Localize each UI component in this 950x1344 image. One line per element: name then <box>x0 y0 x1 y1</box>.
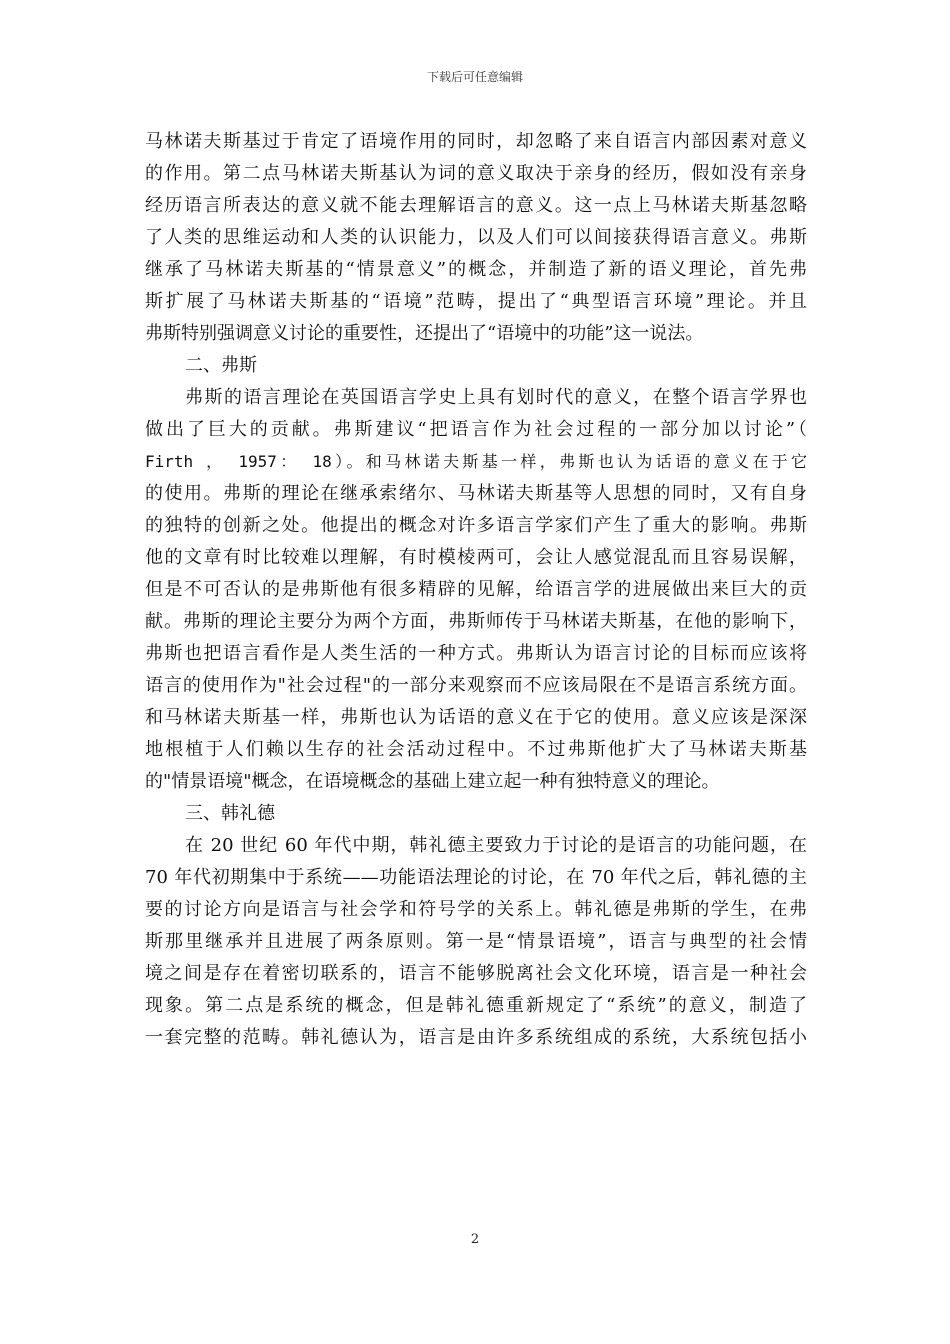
text-line: 了人类的思维运动和人类的认识能力，以及人们可以间接获得语言意义。弗斯 <box>145 227 807 248</box>
text-line: 经历语言所表达的意义就不能去理解语言的意义。这一点上马林诺夫斯基忽略 <box>145 195 807 216</box>
document-body <box>145 126 807 1054</box>
text-line: 弗斯特别强调意义讨论的重要性，还提出了“语境中的功能”这一说法。 <box>145 323 704 344</box>
page-number: 2 <box>470 1232 480 1247</box>
text-line: 现象。第二点是系统的概念，但是韩礼德重新规定了“系统”的意义，制造了 <box>145 995 807 1016</box>
text-line: 做出了巨大的贡献。弗斯建议“把语言作为社会过程的一部分加以讨论”（ <box>145 419 807 440</box>
text-line: 斯扩展了马林诺夫斯基的“语境”范畴，提出了“典型语言环境”理论。并且 <box>145 291 807 312</box>
text-line: 的使用。弗斯的理论在继承索绪尔、马林诺夫斯基等人思想的同时，又有自身 <box>145 483 807 504</box>
text-line: 但是不可否认的是弗斯他有很多精辟的见解，给语言学的进展做出来巨大的贡 <box>145 579 807 600</box>
text-line: 的"情景语境"概念，在语境概念的基础上建立起一种有独特意义的理论。 <box>145 771 720 792</box>
text-line: 马林诺夫斯基过于肯定了语境作用的同时，却忽略了来自语言内部因素对意义 <box>145 131 807 152</box>
text-line: 语言的使用作为"社会过程"的一部分来观察而不应该局限在不是语言系统方面。 <box>145 675 807 696</box>
text-line: 献。弗斯的理论主要分为两个方面，弗斯师传于马林诺夫斯基，在他的影响下， <box>145 611 807 632</box>
text-line: 弗斯的语言理论在英国语言学史上具有划时代的意义，在整个语言学界也 <box>185 387 807 408</box>
section-heading: 三、韩礼德 <box>185 803 275 824</box>
text-line: 70 年代初期集中于系统——功能语法理论的讨论，在 70 年代之后，韩礼德的主 <box>145 867 807 888</box>
text-line: 弗斯也把语言看作是人类生活的一种方式。弗斯认为语言讨论的目标而应该将 <box>145 643 807 664</box>
text-line: 斯那里继承并且进展了两条原则。第一是“情景语境”，语言与典型的社会情 <box>145 931 807 952</box>
text-line: 一套完整的范畴。韩礼德认为，语言是由许多系统组成的系统，大系统包括小 <box>145 1027 807 1048</box>
text-line: 和马林诺夫斯基一样，弗斯也认为话语的意义在于它的使用。意义应该是深深 <box>145 707 807 728</box>
text-line: 在 20 世纪 60 年代中期，韩礼德主要致力于讨论的是语言的功能问题，在 <box>185 835 807 856</box>
text-line: 的独特的创新之处。他提出的概念对许多语言学家们产生了重大的影响。弗斯 <box>145 515 807 536</box>
text-line: Firth ， 1957： 18）。和马林诺夫斯基一样，弗斯也认为话语的意义在于它 <box>145 452 807 471</box>
text-line: 地根植于人们赖以生存的社会活动过程中。不过弗斯他扩大了马林诺夫斯基 <box>145 739 807 760</box>
section-heading: 二、弗斯 <box>185 355 257 376</box>
text-line: 继承了马林诺夫斯基的“情景意义”的概念，并制造了新的语义理论，首先弗 <box>145 259 807 280</box>
text-line: 要的讨论方向是语言与社会学和符号学的关系上。韩礼德是弗斯的学生，在弗 <box>145 899 807 920</box>
text-line: 他的文章有时比较难以理解，有时模棱两可，会让人感觉混乱而且容易误解， <box>145 547 807 568</box>
page-header: 下载后可任意编辑 <box>426 70 523 84</box>
text-line: 境之间是存在着密切联系的，语言不能够脱离社会文化环境，语言是一种社会 <box>145 963 807 984</box>
text-line: 的作用。第二点马林诺夫斯基认为词的意义取决于亲身的经历，假如没有亲身 <box>145 163 807 184</box>
